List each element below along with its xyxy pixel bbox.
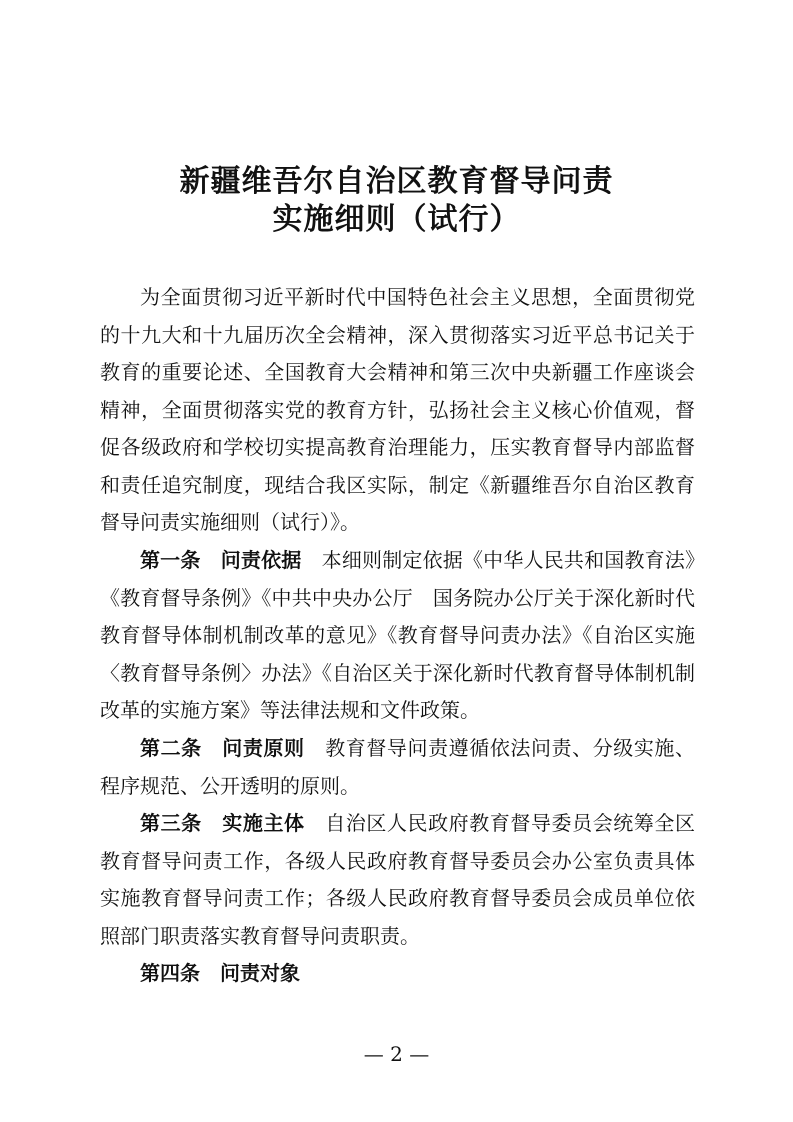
- article-2-heading: 问责原则: [221, 736, 305, 760]
- article-1-heading: 问责依据: [220, 548, 302, 572]
- article-2-paragraph: [100, 730, 695, 805]
- article-2-number: 第二条: [140, 736, 202, 760]
- article-4-number: 第四条: [140, 961, 200, 985]
- document-title-line-2: 实施细则（试行）: [272, 202, 521, 237]
- article-3-paragraph: [100, 805, 695, 955]
- article-1-text: 本细则制定依据《中华人民共和国教育法》《教育督导条例》《中共中央办公厅 国务院办公厅关于深化新时代教育督导体制机制改革的意见》《教育督导问责办法》《自治区实施〈教育督导条例〉办法》《自治区关于深化新时代教育督导体制机制改革的实施方案》等法律法规和文件政策。: [100, 548, 696, 722]
- page-number: — 2 —: [363, 1042, 430, 1066]
- article-3-number: 第三条: [140, 811, 202, 835]
- article-4-heading: 问责对象: [220, 961, 300, 985]
- intro-paragraph: 为全面贯彻习近平新时代中国特色社会主义思想，全面贯彻党的十九大和十九届历次全会精神，深入贯彻落实习近平总书记关于教育的重要论述、全国教育大会精神和第三次中央新疆工作座谈会精神，全面贯彻落实党的教育方针，弘扬社会主义核心价值观，督促各级政府和学校切实提高教育治理能力，压实教育督导内部监督和责任追究制度，现结合我区实际，制定《新疆维吾尔自治区教育督导问责实施细则（试行）》。: [100, 285, 695, 534]
- article-3-text: 自治区人民政府教育督导委员会统筹全区教育督导问责工作，各级人民政府教育督导委员会办公室负责具体实施教育督导问责工作；各级人民政府教育督导委员会成员单位依照部门职责落实教育督导问责职责。: [100, 811, 696, 948]
- article-2-text: 教育督导问责遵循依法问责、分级实施、程序规范、公开透明的原则。: [100, 736, 696, 798]
- article-1-number: 第一条: [140, 548, 201, 572]
- article-4-paragraph: [100, 955, 695, 993]
- article-1-paragraph: [100, 542, 695, 730]
- document-title-line-1: 新疆维吾尔自治区教育督导问责: [179, 164, 614, 199]
- article-3-heading: 实施主体: [221, 811, 305, 835]
